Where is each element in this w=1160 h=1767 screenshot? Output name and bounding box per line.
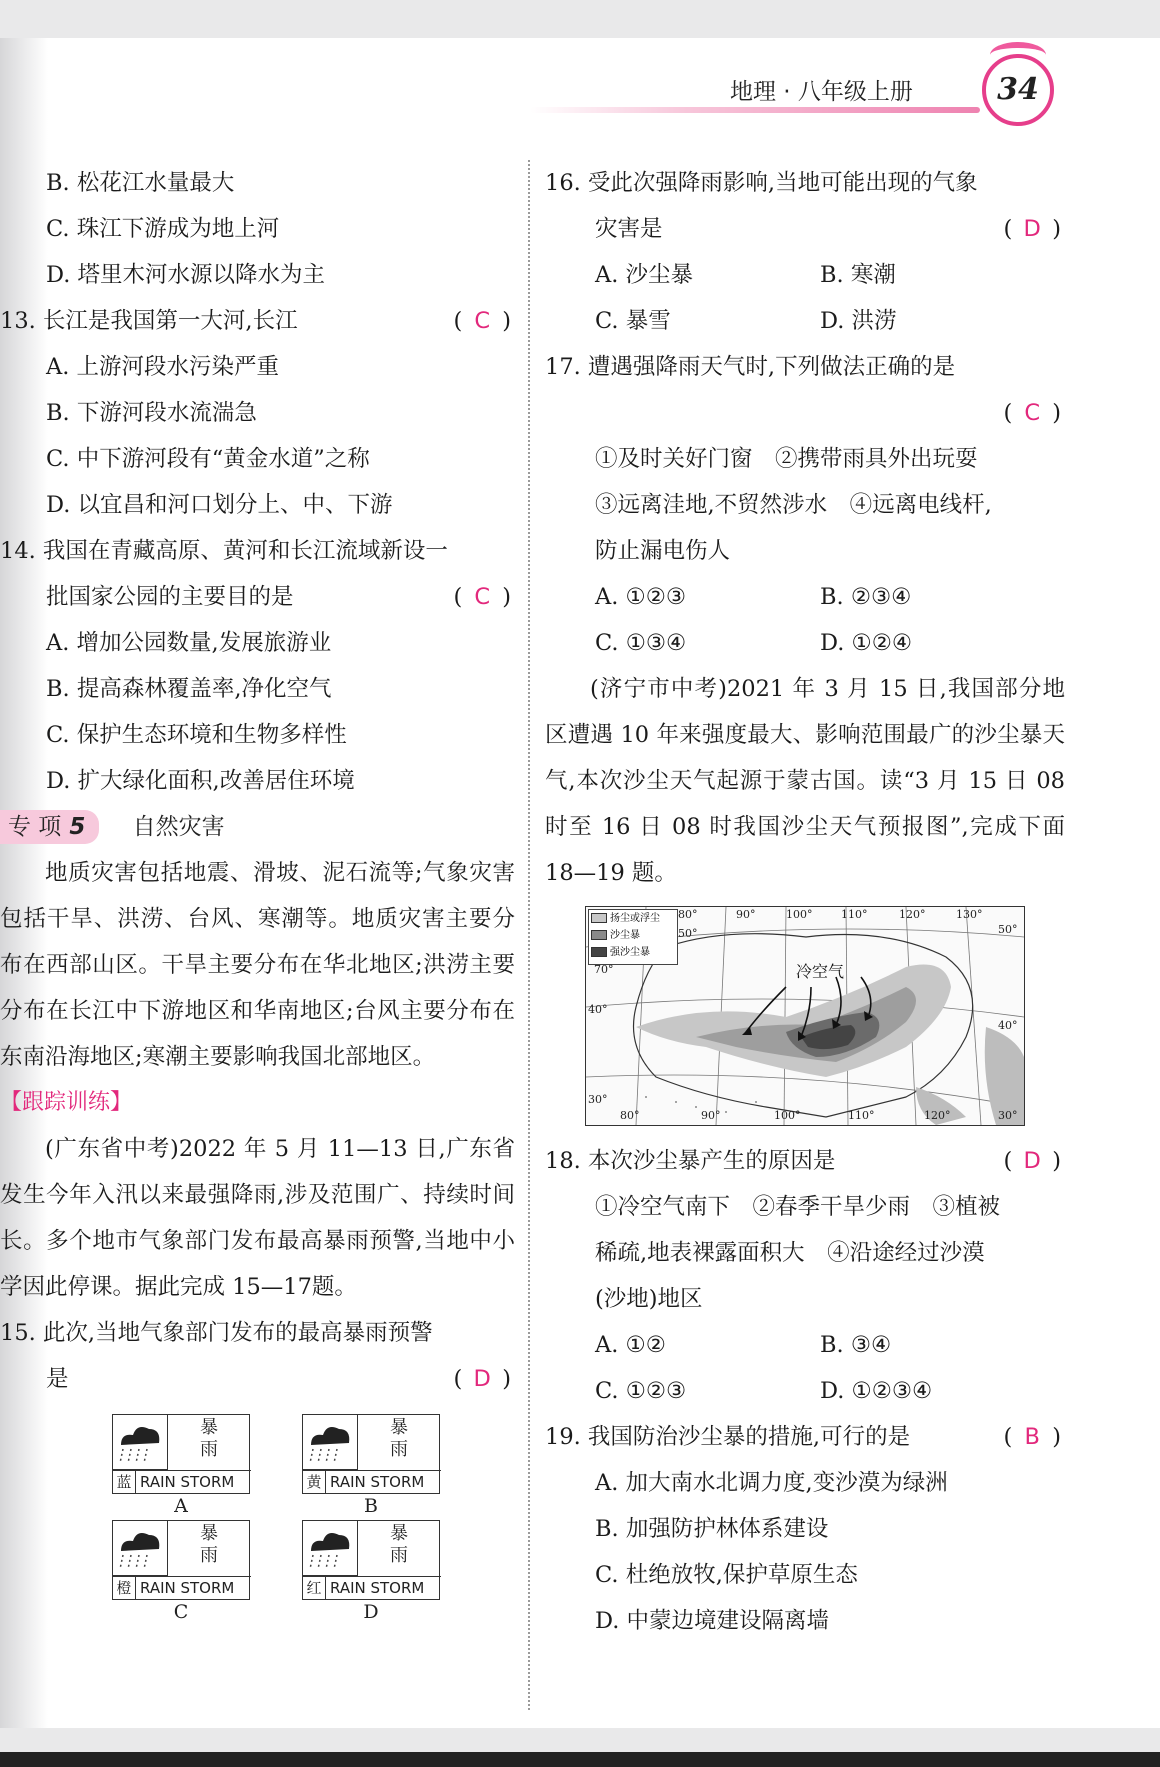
lat-label: 30°: [998, 1109, 1018, 1122]
q14-option-a: A. 增加公园数量,发展旅游业: [46, 630, 332, 656]
q19-answer: ( B ): [1003, 1414, 1061, 1460]
lon-label: 100°: [786, 908, 813, 921]
q15-stem-line2: [0, 1356, 515, 1402]
lon-label: 100°: [774, 1109, 801, 1122]
warning-english: RAIN STORM: [330, 1579, 425, 1597]
q16-answer-value: D: [1023, 216, 1041, 242]
q14-option-c: C. 保护生态环境和生物多样性: [46, 722, 347, 748]
lat-label: 50°: [998, 923, 1018, 936]
warning-char-1: 暴: [200, 1523, 218, 1544]
q15-stem-line1: 15. 此次,当地气象部门发布的最高暴雨预警: [0, 1320, 433, 1346]
q18-statements-1: ①冷空气南下 ②春季干旱少雨 ③植被: [595, 1194, 1001, 1220]
rain-cloud-icon: [113, 1415, 168, 1470]
warning-signal-c: [112, 1520, 250, 1624]
header-underline: [530, 107, 980, 113]
lat-label: 50°: [678, 927, 698, 940]
warning-char-1: 暴: [200, 1417, 218, 1438]
passage-guangdong: (广东省中考)2022 年 5 月 11—13 日,广东省发生今年入汛以来最强降雨,涉及范围广、持续时间长。多个地市气象部门发布最高暴雨预警,当地中小学因此停课。据此完成 15—17题。: [0, 1136, 515, 1300]
q15-answer: ( D ): [453, 1356, 511, 1402]
q18-option-d: D. ①②③④: [820, 1378, 933, 1404]
q16-text: 灾害是: [595, 216, 663, 242]
warning-option-label: C: [173, 1601, 189, 1623]
warning-color: 橙: [113, 1577, 136, 1599]
q17-statements-3: 防止漏电伤人: [595, 538, 731, 564]
q19-option-c: C. 杜绝放牧,保护草原生态: [595, 1562, 858, 1588]
q18-text: 18. 本次沙尘暴产生的原因是: [545, 1148, 836, 1174]
q17-option-a: A. ①②③: [595, 584, 687, 610]
q14-answer-value: C: [474, 584, 491, 610]
q18-options-row2: [545, 1368, 1065, 1414]
lat-label: 40°: [588, 1003, 608, 1016]
section-tag: [0, 810, 99, 844]
q17-option-d: D. ①②④: [820, 630, 913, 656]
right-column: [545, 160, 1065, 1644]
legend-item-sandstorm: [589, 927, 677, 944]
q17-options-row2: [545, 620, 1065, 666]
warning-char-2: 雨: [200, 1439, 218, 1460]
q18-statements-2: 稀疏,地表裸露面积大 ④沿途经过沙漠: [595, 1240, 985, 1266]
q13-stem: [0, 298, 515, 344]
column-divider: [528, 160, 530, 1710]
q12-option-c: C. 珠江下游成为地上河: [46, 216, 280, 242]
warning-english: RAIN STORM: [140, 1579, 235, 1597]
legend-label: 沙尘暴: [610, 930, 640, 941]
section-tag-label: 专 项: [8, 814, 62, 840]
q18-answer: ( D ): [1003, 1138, 1061, 1184]
q16-options-row2: [545, 298, 1065, 344]
q19-answer-value: B: [1024, 1424, 1040, 1450]
q16-option-c: C. 暴雪: [595, 308, 671, 334]
q14-stem-line1: 14. 我国在青藏高原、黄河和长江流域新设一: [0, 538, 448, 564]
section-heading: [0, 804, 515, 850]
warning-signal-b: [302, 1414, 440, 1518]
q15-text: 是: [46, 1366, 69, 1392]
warning-text: [359, 1523, 439, 1567]
lon-label: 80°: [620, 1109, 640, 1122]
q17-statements-2: ③远离洼地,不贸然涉水 ④远离电线杆,: [595, 492, 992, 518]
q17-answer-value: C: [1024, 400, 1041, 426]
q18-option-b: B. ③④: [820, 1332, 892, 1358]
warning-color: 蓝: [113, 1471, 136, 1493]
q12-option-d: D. 塔里木河水源以降水为主: [46, 262, 326, 288]
page-number-badge: 34: [982, 54, 1054, 126]
q18-option-c: C. ①②③: [595, 1378, 687, 1404]
lon-label: 130°: [956, 908, 983, 921]
warning-bottom: [303, 1470, 441, 1493]
rain-cloud-icon: [113, 1521, 168, 1576]
header-title: 地理 · 八年级上册: [730, 79, 913, 105]
q14-answer: ( C ): [453, 574, 511, 620]
q14-stem-line2: [0, 574, 515, 620]
q17-options-row1: [545, 574, 1065, 620]
q14-option-d: D. 扩大绿化面积,改善居住环境: [46, 768, 355, 794]
warning-char-1: 暴: [390, 1417, 408, 1438]
warning-english: RAIN STORM: [330, 1473, 425, 1491]
bottom-bar: [0, 1752, 1160, 1767]
q18-statements-3: (沙地)地区: [595, 1286, 703, 1312]
warning-sign-box: [302, 1414, 440, 1494]
warning-char-2: 雨: [390, 1545, 408, 1566]
warning-text: [169, 1417, 249, 1461]
legend-label: 扬尘或浮尘: [610, 913, 660, 924]
warning-signal-a: [112, 1414, 250, 1518]
warning-char-2: 雨: [390, 1439, 408, 1460]
q17-answer-line: [545, 390, 1065, 436]
lon-label: 90°: [701, 1109, 721, 1122]
cold-air-label: 冷空气: [796, 962, 845, 981]
warning-option-label: A: [174, 1495, 188, 1517]
warning-sign-box: [112, 1520, 250, 1600]
q13-answer-value: C: [474, 308, 491, 334]
q13-answer: ( C ): [453, 298, 511, 344]
q18-answer-value: D: [1023, 1148, 1041, 1174]
q16-stem-line1: 16. 受此次强降雨影响,当地可能出现的气象: [545, 170, 978, 196]
warning-text: [169, 1523, 249, 1567]
q16-option-d: D. 洪涝: [820, 308, 897, 334]
left-column: [0, 160, 515, 1623]
q14-text: 批国家公园的主要目的是: [46, 584, 294, 610]
warning-bottom: [113, 1576, 251, 1599]
q17-statements-1: ①及时关好门窗 ②携带雨具外出玩耍: [595, 446, 978, 472]
lat-label: 70°: [594, 963, 614, 976]
q19-option-a: A. 加大南水北调力度,变沙漠为绿洲: [595, 1470, 948, 1496]
passage-jining: (济宁市中考)2021 年 3 月 15 日,我国部分地区遭遇 10 年来强度最大、影响范围最广的沙尘暴天气,本次沙尘天气起源于蒙古国。读“3 月 15 日 08 时至 16 日 08 时我国沙尘天气预报图”,完成下面 18—19 题。: [545, 676, 1065, 886]
legend-label: 强沙尘暴: [610, 947, 650, 958]
sandstorm-forecast-map: [585, 906, 1025, 1126]
tracking-practice-label: 【跟踪训练】: [0, 1090, 133, 1115]
q13-text: 13. 长江是我国第一大河,长江: [0, 308, 298, 334]
map-legend: [588, 909, 678, 965]
q16-option-b: B. 寒潮: [820, 262, 896, 288]
legend-item-dust: [589, 910, 677, 927]
q15-answer-value: D: [473, 1366, 491, 1392]
lon-label: 110°: [841, 908, 868, 921]
warning-option-label: D: [363, 1601, 379, 1623]
q17-option-b: B. ②③④: [820, 584, 912, 610]
lon-label: 90°: [736, 908, 756, 921]
rain-cloud-icon: [303, 1415, 358, 1470]
q17-option-c: C. ①③④: [595, 630, 687, 656]
q17-stem: 17. 遭遇强降雨天气时,下列做法正确的是: [545, 354, 956, 380]
section-name: 自然灾害: [132, 814, 225, 840]
rain-cloud-icon: [303, 1521, 358, 1576]
section-number: 5: [69, 814, 86, 840]
q19-text: 19. 我国防治沙尘暴的措施,可行的是: [545, 1424, 911, 1450]
q13-option-d: D. 以宜昌和河口划分上、中、下游: [46, 492, 393, 518]
warning-english: RAIN STORM: [140, 1473, 235, 1491]
lat-label: 30°: [588, 1093, 608, 1106]
q13-option-a: A. 上游河段水污染严重: [46, 354, 280, 380]
q18-stem: [545, 1138, 1065, 1184]
rainstorm-warning-signals: [0, 1402, 515, 1623]
q13-option-b: B. 下游河段水流湍急: [46, 400, 257, 426]
lon-label: 120°: [899, 908, 926, 921]
q16-stem-line2: [545, 206, 1065, 252]
q12-option-b: B. 松花江水量最大: [46, 170, 235, 196]
q19-option-b: B. 加强防护林体系建设: [595, 1516, 829, 1542]
lat-label: 40°: [998, 1019, 1018, 1032]
warning-sign-box: [302, 1520, 440, 1600]
q18-option-a: A. ①②: [595, 1332, 666, 1358]
lon-label: 120°: [924, 1109, 951, 1122]
lon-label: 110°: [848, 1109, 875, 1122]
warning-char-2: 雨: [200, 1545, 218, 1566]
q18-options-row1: [545, 1322, 1065, 1368]
warning-sign-box: [112, 1414, 250, 1494]
q13-option-c: C. 中下游河段有“黄金水道”之称: [46, 446, 370, 472]
warning-bottom: [303, 1576, 441, 1599]
legend-item-strong-sandstorm: [589, 944, 677, 961]
warning-char-1: 暴: [390, 1523, 408, 1544]
q19-option-d: D. 中蒙边境建设隔离墙: [595, 1608, 830, 1634]
q19-stem: [545, 1414, 1065, 1460]
warning-signal-d: [302, 1520, 440, 1624]
warning-option-label: B: [364, 1495, 378, 1517]
q16-options-row1: [545, 252, 1065, 298]
q16-answer: ( D ): [1003, 206, 1061, 252]
section-intro: 地质灾害包括地震、滑坡、泥石流等;气象灾害包括干旱、洪涝、台风、寒潮等。地质灾害主要分布在西部山区。干旱主要分布在华北地区;洪涝主要分布在长江中下游地区和华南地区;台风主要分布在东南沿海地区;寒潮主要影响我国北部地区。: [0, 860, 515, 1070]
warning-color: 黄: [303, 1471, 326, 1493]
warning-bottom: [113, 1470, 251, 1493]
q16-option-a: A. 沙尘暴: [595, 262, 694, 288]
q17-answer: ( C ): [1003, 390, 1061, 436]
warning-color: 红: [303, 1577, 326, 1599]
lon-label: 80°: [678, 908, 698, 921]
warning-text: [359, 1417, 439, 1461]
q14-option-b: B. 提高森林覆盖率,净化空气: [46, 676, 332, 702]
